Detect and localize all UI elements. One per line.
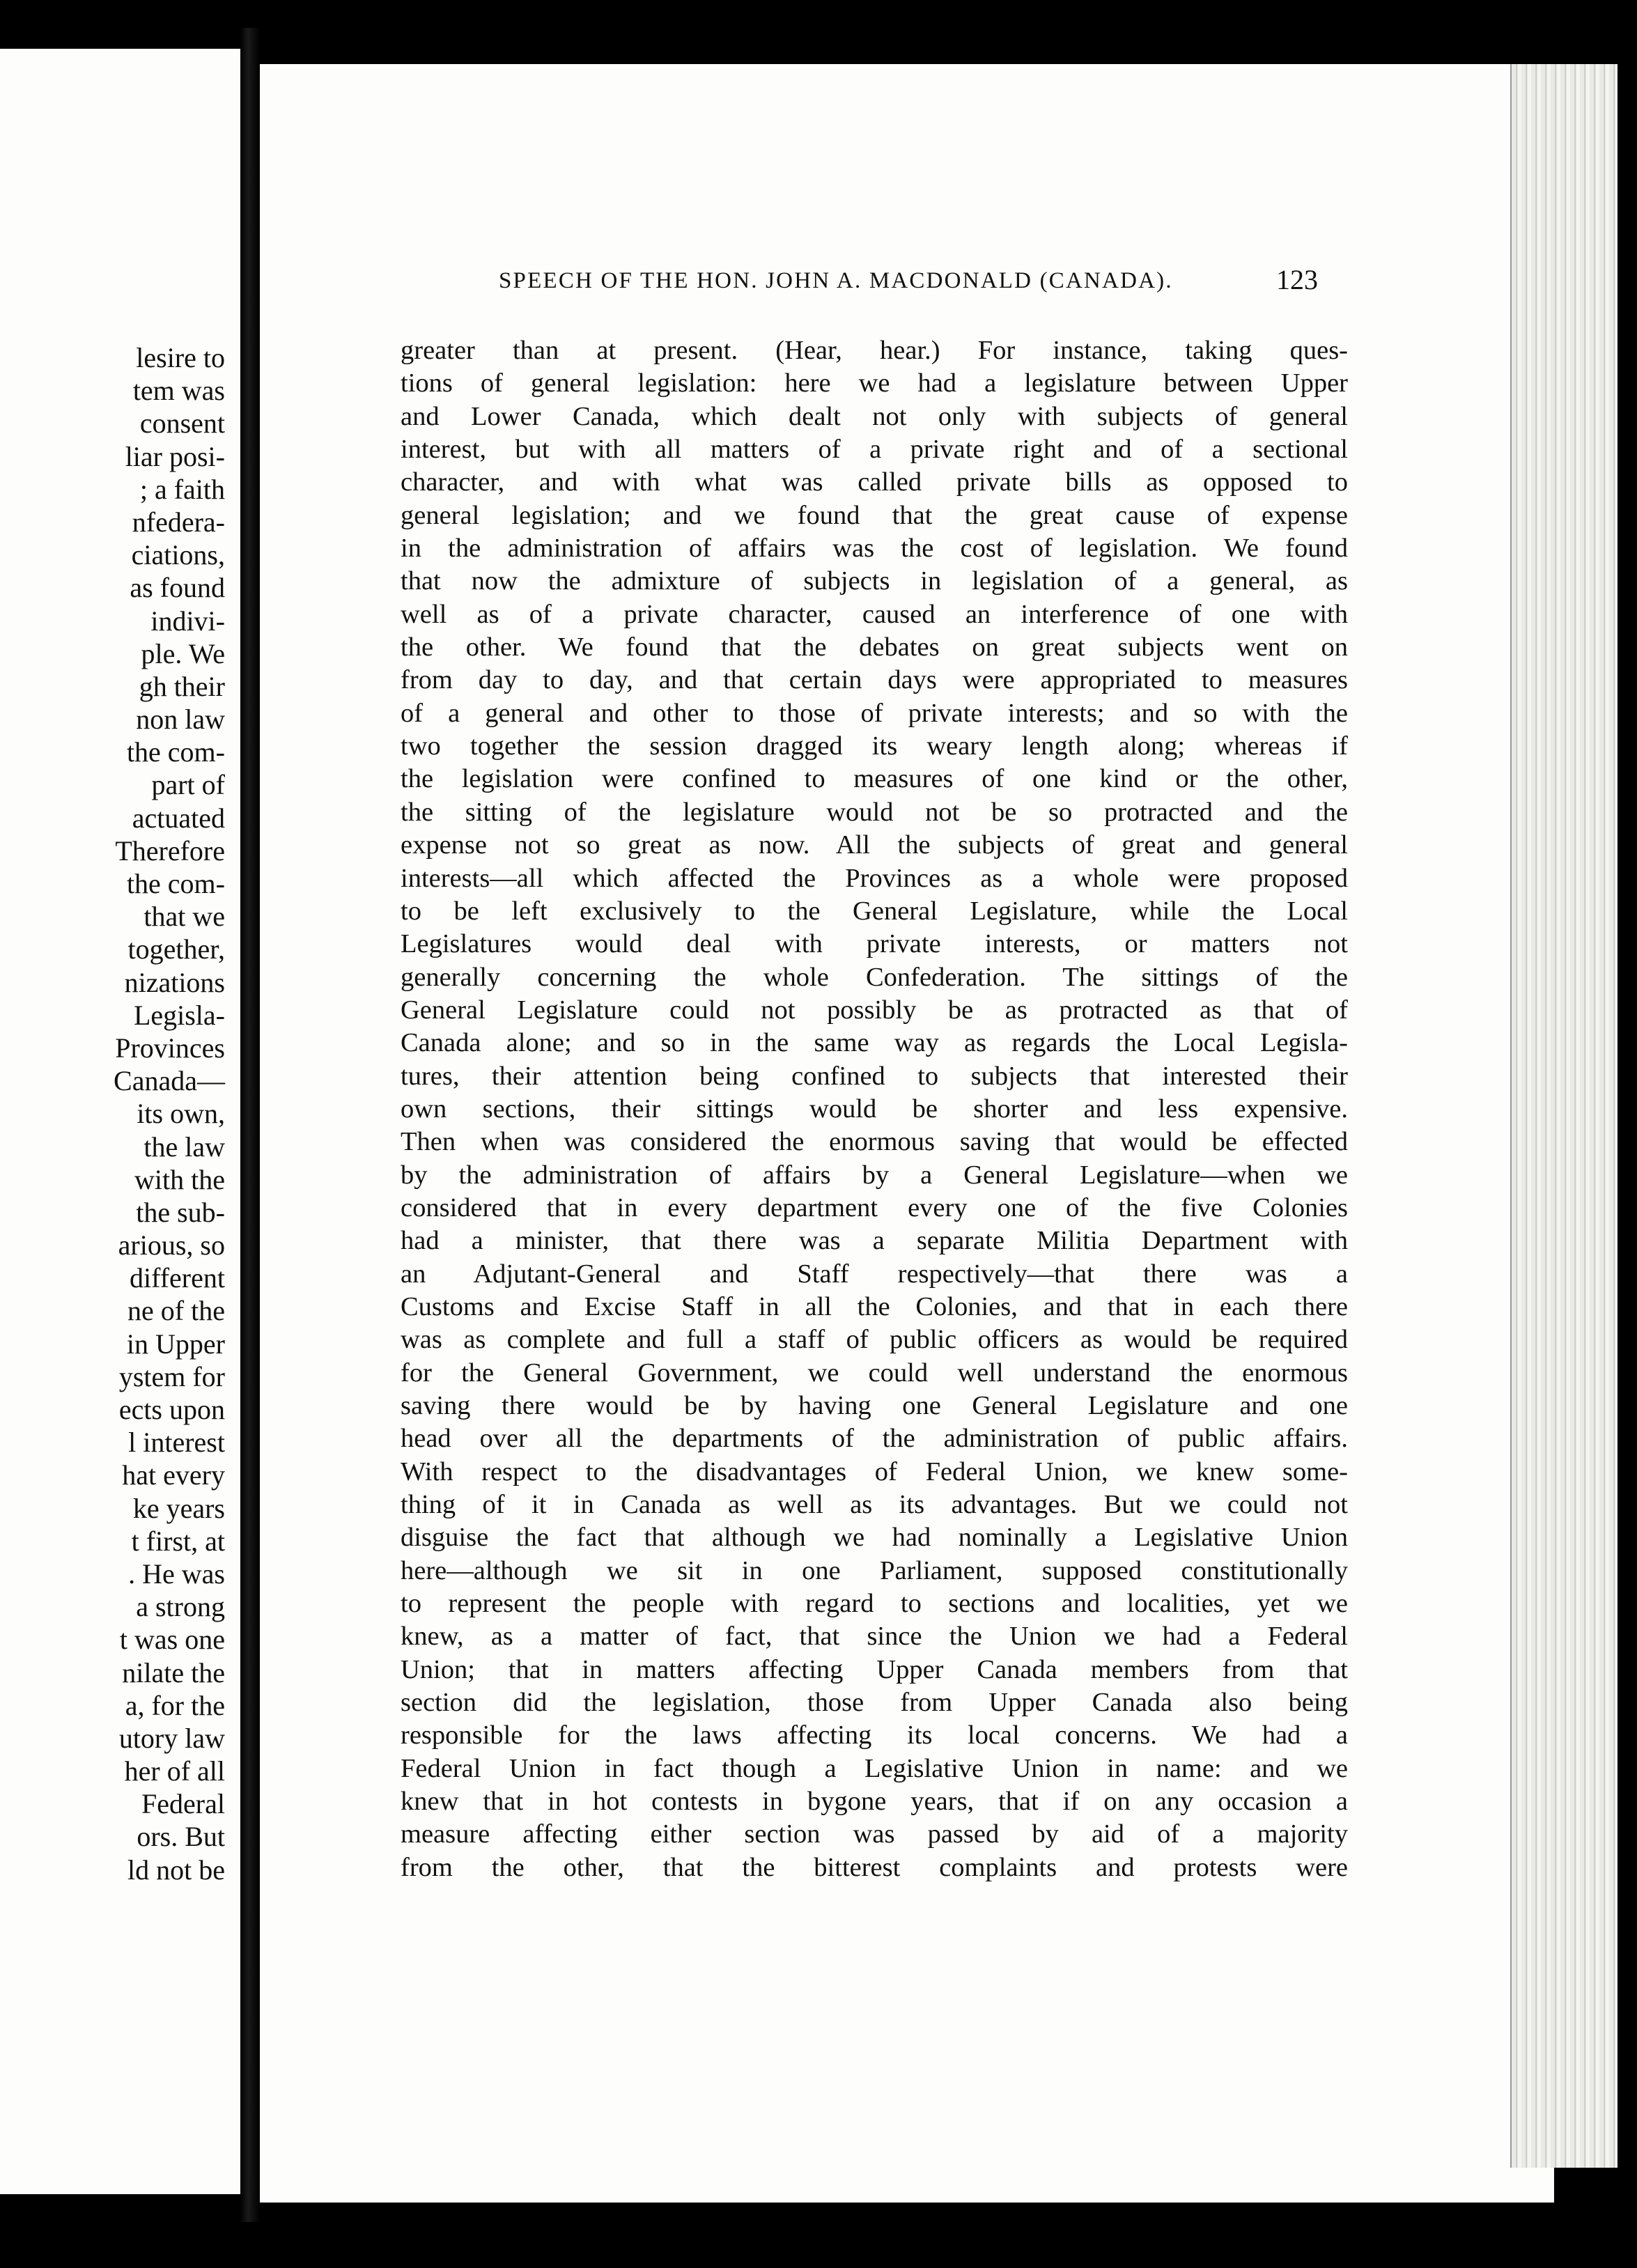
previous-page-line: Provinces [115, 1032, 225, 1064]
previous-page-line: ke years [132, 1492, 225, 1524]
body-line: knew, as a matter of fact, that since the Union we had a Federal [401, 1622, 1348, 1652]
body-line: and Lower Canada, which dealt not only with subjects of general [401, 401, 1348, 431]
previous-page-line: nizations [124, 966, 225, 998]
previous-page-line: as found [130, 572, 225, 604]
body-line: tures, their attention being confined to subjects that interested their [401, 1061, 1348, 1091]
body-line: by the administration of affairs by a General Legislature—when we [401, 1160, 1348, 1190]
body-line: well as of a private character, caused an interference of one with [401, 599, 1348, 629]
body-line: greater than at present. (Hear, hear.) For instance, taking ques- [401, 336, 1348, 365]
previous-page-line: Canada— [114, 1065, 225, 1097]
previous-page-line: ciations, [131, 539, 225, 571]
previous-page-line: that we [143, 901, 225, 933]
page-edges [1510, 64, 1617, 2168]
previous-page-line: the com- [126, 868, 225, 899]
previous-page-line: t was one [119, 1624, 225, 1656]
previous-page-line: Therefore [115, 834, 225, 867]
body-line: had a minister, that there was a separate Militia Department with [401, 1226, 1348, 1256]
body-line: knew that in hot contests in bygone years, that if on any occasion a [401, 1787, 1348, 1817]
body-line: responsible for the laws affecting its local concerns. We had a [401, 1721, 1348, 1750]
body-line: head over all the departments of the administration of public affairs. [401, 1424, 1348, 1454]
previous-page-line: ors. But [137, 1821, 225, 1853]
previous-page-line: the com- [126, 736, 225, 768]
previous-page-line: ld not be [127, 1854, 225, 1886]
previous-page-line: tem was [132, 375, 225, 407]
previous-page-line: ne of the [127, 1295, 225, 1327]
previous-page-line: together, [127, 933, 225, 965]
body-line: generally concerning the whole Confederation. The sittings of the [401, 962, 1348, 992]
body-line: was as complete and full a staff of public officers as would be required [401, 1325, 1348, 1355]
previous-page-line: ystem for [118, 1360, 225, 1392]
body-line: general legislation; and we found that the great cause of expense [401, 500, 1348, 530]
body-line: Customs and Excise Staff in all the Colonies, and that in each there [401, 1291, 1348, 1321]
body-line: the sitting of the legislature would not be so protracted and the [401, 797, 1348, 827]
body-line: to be left exclusively to the General Legislature, while the Local [401, 896, 1348, 926]
previous-page-line: utory law [118, 1722, 225, 1754]
body-line: section did the legislation, those from Upper Canada also being [401, 1688, 1348, 1718]
previous-page-line: liar posi- [125, 440, 225, 472]
body-line: saving there would be by having one General Legislature and one [401, 1391, 1348, 1420]
previous-page-text [114, 341, 225, 1886]
previous-page-line: with the [134, 1163, 225, 1195]
body-line: the legislation were confined to measures of one kind or the other, [401, 764, 1348, 794]
body-line: two together the session dragged its weary length along; whereas if [401, 731, 1348, 761]
previous-page-line: gh their [139, 670, 225, 702]
previous-page-line: different [130, 1262, 225, 1294]
previous-page-line: t first, at [131, 1525, 225, 1557]
body-line: of a general and other to those of private interests; and so with the [401, 698, 1348, 728]
previous-page-line: . He was [128, 1558, 225, 1590]
previous-page-line: ple. We [141, 637, 225, 669]
previous-page-line: consent [139, 407, 225, 440]
previous-page-line: nfedera- [132, 506, 225, 538]
body-line: Union; that in matters affecting Upper Canada members from that [401, 1654, 1348, 1684]
page-number: 123 [1276, 264, 1318, 295]
body-line: interest, but with all matters of a private right and of a sectional [401, 435, 1348, 465]
previous-page-line: ects upon [118, 1394, 225, 1425]
body-line: Canada alone; and so in the same way as regards the Local Legisla- [401, 1028, 1348, 1058]
body-line: for the General Government, we could well understand the enormous [401, 1358, 1348, 1388]
previous-page-line: non law [136, 704, 225, 736]
previous-page-line: arious, so [118, 1229, 225, 1261]
body-line: here—although we sit in one Parliament, supposed constitutionally [401, 1555, 1348, 1585]
body-line: Then when was considered the enormous saving that would be effected [401, 1127, 1348, 1157]
previous-page-line: lesire to [136, 342, 225, 373]
previous-page-line: its own, [137, 1098, 225, 1130]
previous-page-line: her of all [124, 1755, 225, 1787]
body-line: that now the admixture of subjects in legislation of a general, as [401, 566, 1348, 596]
previous-page-line: indivi- [150, 605, 225, 637]
body-line: expense not so great as now. All the subjects of great and general [401, 830, 1348, 860]
body-line: own sections, their sittings would be shorter and less expensive. [401, 1094, 1348, 1124]
body-line: thing of it in Canada as well as its advantages. But we could not [401, 1490, 1348, 1520]
body-line: from the other, that the bitterest complaints and protests were [401, 1852, 1348, 1882]
previous-page-line: Federal [141, 1788, 225, 1820]
body-line: in the administration of affairs was the cost of legislation. We found [401, 534, 1348, 564]
previous-page [0, 49, 240, 2194]
body-line: considered that in every department every one of the five Colonies [401, 1193, 1348, 1222]
previous-page-line: part of [151, 769, 225, 801]
previous-page-line: l interest [128, 1427, 225, 1459]
body-line: Federal Union in fact though a Legislative Union in name: and we [401, 1753, 1348, 1783]
running-head: SPEECH OF THE HON. JOHN A. MACDONALD (CANADA). [499, 268, 1173, 293]
body-text [401, 334, 1348, 1884]
book-gutter [240, 28, 260, 2222]
previous-page-line: Legisla- [133, 999, 225, 1031]
body-line: an Adjutant-General and Staff respectively—that there was a [401, 1259, 1348, 1289]
previous-page-line: the law [143, 1131, 225, 1163]
body-line: character, and with what was called private bills as opposed to [401, 467, 1348, 497]
previous-page-line: the sub- [136, 1196, 225, 1228]
body-line: disguise the fact that although we had nominally a Legislative Union [401, 1523, 1348, 1553]
previous-page-line: ; a faith [139, 473, 225, 505]
body-line: tions of general legislation: here we had a legislature between Upper [401, 368, 1348, 398]
previous-page-line: in Upper [126, 1328, 225, 1360]
body-line: to represent the people with regard to sections and localities, yet we [401, 1589, 1348, 1619]
body-line: Legislatures would deal with private interests, or matters not [401, 929, 1348, 959]
body-line: With respect to the disadvantages of Federal Union, we knew some- [401, 1457, 1348, 1486]
body-line: interests—all which affected the Provinces as a whole were proposed [401, 863, 1348, 893]
previous-page-line: hat every [122, 1459, 225, 1491]
previous-page-line: a strong [136, 1591, 225, 1623]
previous-page-line: nilate the [122, 1656, 225, 1688]
body-line: the other. We found that the debates on great subjects went on [401, 632, 1348, 662]
body-line: from day to day, and that certain days were appropriated to measures [401, 665, 1348, 695]
previous-page-line: actuated [132, 802, 225, 834]
previous-page-line: a, for the [125, 1689, 225, 1721]
body-line: General Legislature could not possibly be as protracted as that of [401, 995, 1348, 1025]
body-line: measure affecting either section was passed by aid of a majority [401, 1819, 1348, 1849]
